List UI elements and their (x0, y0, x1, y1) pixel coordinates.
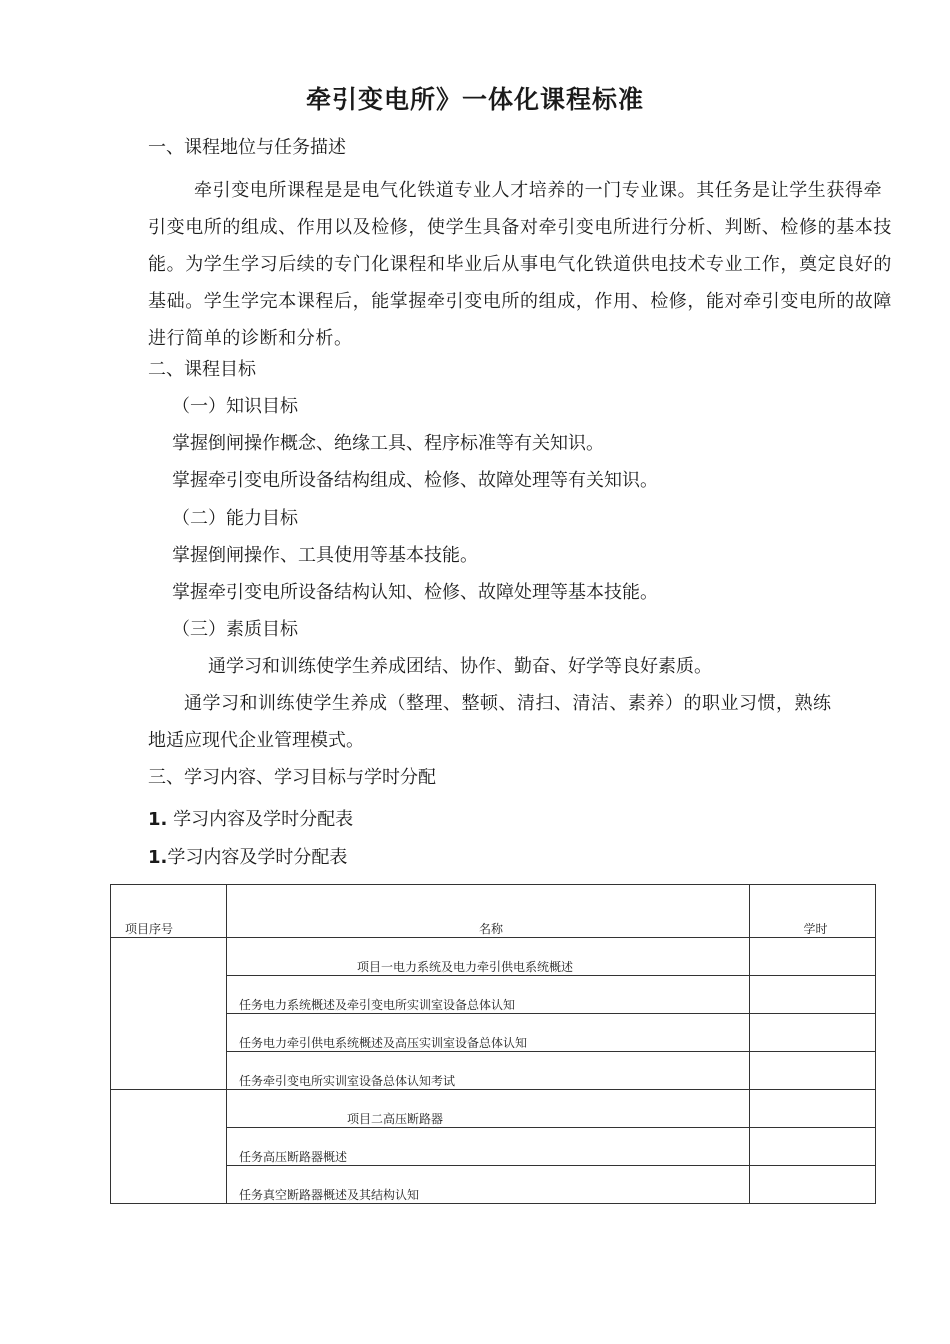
hours-cell (750, 1166, 876, 1204)
header-name: 名称 (227, 885, 750, 938)
knowledge-goal-heading: （一）知识目标 (172, 396, 298, 417)
subsection-text: 学习内容及学时分配表 (167, 809, 354, 830)
quality-goal-item: 通学习和训练使学生养成团结、协作、勤奋、好学等良好素质。 (208, 656, 712, 677)
quality-goal-item: 通学习和训练使学生养成（整理、整顿、清扫、清洁、素养）的职业习惯，熟练 (184, 693, 832, 714)
table-row (111, 938, 876, 976)
hours-cell (750, 1014, 876, 1052)
header-hours: 学时 (750, 885, 876, 938)
hours-cell (750, 938, 876, 976)
subsection-number: 1. (148, 847, 168, 868)
task-name-cell: 任务电力系统概述及牵引变电所实训室设备总体认知 (227, 976, 750, 1014)
knowledge-goal-item: 掌握牵引变电所设备结构组成、检修、故障处理等有关知识。 (172, 470, 658, 491)
task-name-cell: 任务电力牵引供电系统概述及高压实训室设备总体认知 (227, 1014, 750, 1052)
ability-goal-item: 掌握倒闸操作、工具使用等基本技能。 (172, 545, 478, 566)
task-name-cell: 任务高压断路器概述 (227, 1128, 750, 1166)
subsection-heading (148, 808, 353, 832)
section-1-paragraph (148, 172, 896, 357)
hours-cell (750, 1128, 876, 1166)
project-number-cell (111, 938, 227, 1090)
table-row (111, 1090, 876, 1128)
study-hours-table (110, 884, 876, 1204)
subsection-text: 学习内容及学时分配表 (167, 847, 348, 868)
project-name-cell: 项目一电力系统及电力牵引供电系统概述 (227, 938, 750, 976)
section-1-paragraph-text: 牵引变电所课程是是电气化铁道专业人才培养的一门专业课。其任务是让学生获得牵引变电所的组成、作用以及检修，使学生具备对牵引变电所进行分析、判断、检修的基本技能。为学生学习后续的专门化课程和毕业后从事电气化铁道供电技术专业工作，奠定良好的基础。学生学完本课程后，能掌握牵引变电所的组成，作用、检修，能对牵引变电所的故障进行简单的诊断和分析。 (148, 180, 892, 349)
task-name-cell: 任务真空断路器概述及其结构认知 (227, 1166, 750, 1204)
header-project-number: 项目序号 (111, 885, 227, 938)
knowledge-goal-item: 掌握倒闸操作概念、绝缘工具、程序标准等有关知识。 (172, 433, 604, 454)
ability-goal-item: 掌握牵引变电所设备结构认知、检修、故障处理等基本技能。 (172, 582, 658, 603)
subsection-heading (148, 846, 347, 870)
project-number-cell (111, 1090, 227, 1204)
quality-goal-heading: （三）素质目标 (172, 619, 298, 640)
hours-cell (750, 1090, 876, 1128)
table-header-row (111, 885, 876, 938)
section-1-heading: 一、课程地位与任务描述 (148, 137, 346, 158)
project-name-cell: 项目二高压断路器 (227, 1090, 750, 1128)
document-title: 牵引变电所》一体化课程标准 (305, 85, 644, 114)
section-2-heading: 二、课程目标 (148, 359, 256, 380)
task-name-cell: 任务牵引变电所实训室设备总体认知考试 (227, 1052, 750, 1090)
hours-cell (750, 976, 876, 1014)
section-3-heading: 三、学习内容、学习目标与学时分配 (148, 767, 436, 788)
ability-goal-heading: （二）能力目标 (172, 508, 298, 529)
quality-goal-item-continued: 地适应现代企业管理模式。 (148, 730, 364, 751)
hours-cell (750, 1052, 876, 1090)
subsection-number: 1. (148, 809, 168, 830)
